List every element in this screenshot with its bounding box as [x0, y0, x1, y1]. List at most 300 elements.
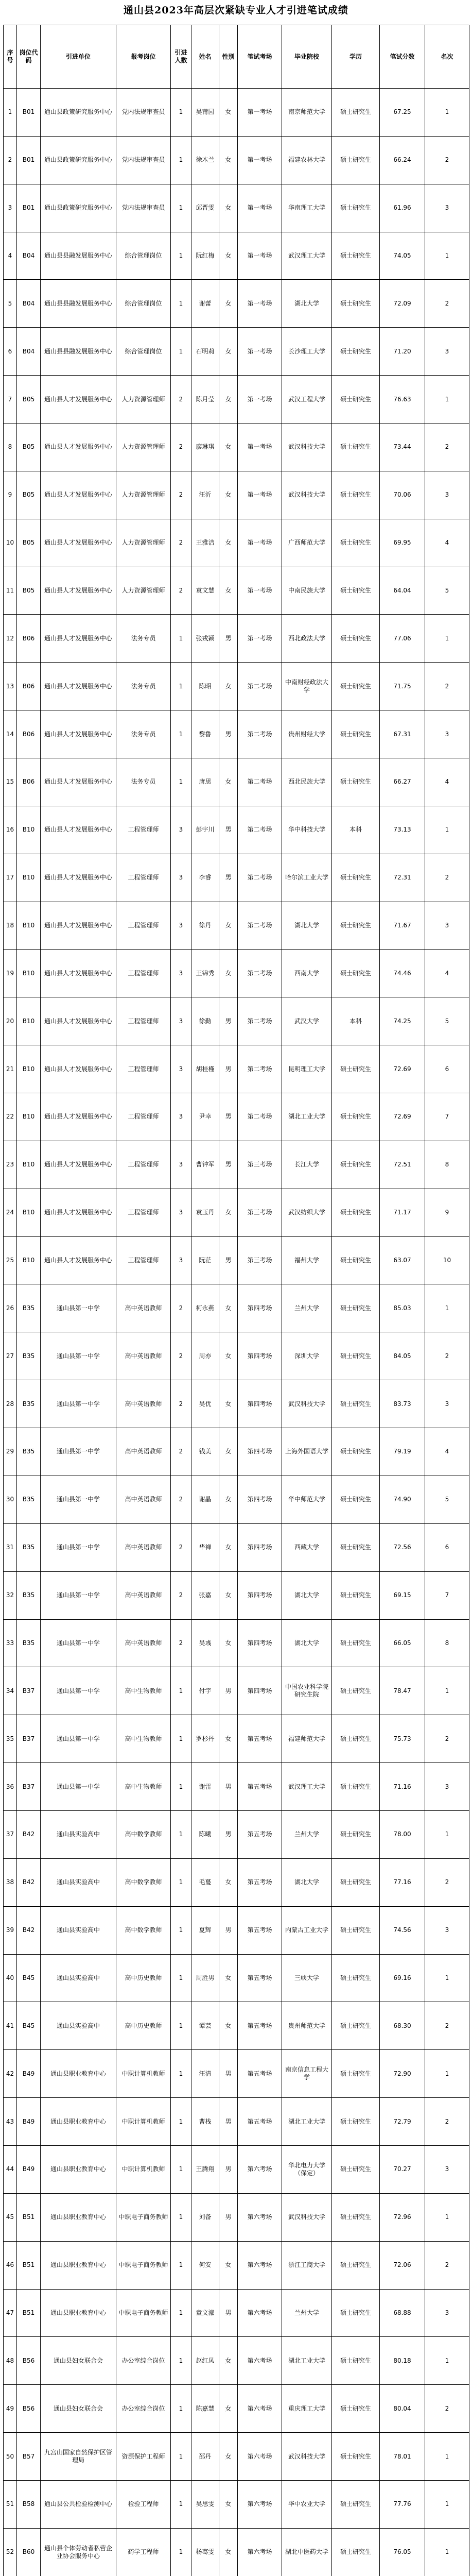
- cell-unit: 通山县人才发展服务中心: [41, 615, 116, 663]
- cell-rank: 9: [425, 1189, 469, 1236]
- cell-school: 哈尔滨工业大学: [282, 854, 332, 902]
- cell-rank: 2: [425, 136, 469, 184]
- cell-name: 尹幸: [191, 1093, 219, 1141]
- table-row: [4, 1667, 469, 1715]
- cell-edu: 硕士研究生: [332, 2145, 380, 2193]
- cell-rank: 2: [425, 663, 469, 710]
- cell-rank: 3: [425, 184, 469, 232]
- cell-sex: 女: [219, 89, 238, 137]
- cell-edu: 硕士研究生: [332, 663, 380, 710]
- cell-edu: 硕士研究生: [332, 136, 380, 184]
- cell-code: B56: [17, 2385, 41, 2433]
- cell-school: 兰州大学: [282, 1810, 332, 1858]
- cell-school: 湖北大学: [282, 280, 332, 328]
- cell-sex: 女: [219, 423, 238, 471]
- cell-room: 第四考场: [238, 1380, 282, 1428]
- cell-rank: 1: [425, 2193, 469, 2241]
- cell-school: 武汉科技大学: [282, 471, 332, 519]
- table-row: [4, 950, 469, 997]
- table-row: [4, 2289, 469, 2337]
- table-row: [4, 2337, 469, 2385]
- cell-room: 第三考场: [238, 1189, 282, 1236]
- cell-unit: 通山县第一中学: [41, 1763, 116, 1811]
- cell-school: 武汉理工大学: [282, 232, 332, 280]
- cell-code: B01: [17, 89, 41, 137]
- cell-edu: 硕士研究生: [332, 1715, 380, 1763]
- cell-score: 72.56: [380, 1523, 425, 1571]
- cell-school: 华中师范大学: [282, 1476, 332, 1523]
- cell-name: 谭芸: [191, 2002, 219, 2050]
- cell-name: 阮红梅: [191, 232, 219, 280]
- cell-post: 高中生物教师: [116, 1715, 171, 1763]
- cell-edu: 硕士研究生: [332, 758, 380, 806]
- cell-rank: 4: [425, 758, 469, 806]
- cell-score: 71.75: [380, 663, 425, 710]
- header-rank: 名次: [425, 25, 469, 89]
- cell-name: 杨骞雯: [191, 2528, 219, 2576]
- cell-sex: 女: [219, 232, 238, 280]
- table-row: [4, 2145, 469, 2193]
- cell-seq: 30: [4, 1476, 17, 1523]
- cell-post: 工程管理师: [116, 854, 171, 902]
- cell-code: B10: [17, 950, 41, 997]
- cell-seq: 42: [4, 2050, 17, 2098]
- cell-seq: 49: [4, 2385, 17, 2433]
- cell-room: 第六考场: [238, 2480, 282, 2528]
- cell-unit: 通山县第一中学: [41, 1715, 116, 1763]
- cell-name: 毛蔓: [191, 1858, 219, 1906]
- table-row: [4, 328, 469, 376]
- cell-unit: 通山县职业教育中心: [41, 2241, 116, 2289]
- cell-room: 第五考场: [238, 1715, 282, 1763]
- cell-sex: 女: [219, 1954, 238, 2002]
- cell-rank: 3: [425, 1763, 469, 1811]
- cell-post: 人力资源管理师: [116, 519, 171, 567]
- cell-room: 第二考场: [238, 997, 282, 1045]
- cell-unit: 通山县职业教育中心: [41, 2098, 116, 2146]
- cell-num: 2: [171, 1571, 191, 1619]
- cell-edu: 硕士研究生: [332, 1093, 380, 1141]
- cell-post: 法务专员: [116, 758, 171, 806]
- cell-code: B56: [17, 2337, 41, 2385]
- cell-rank: 1: [425, 2528, 469, 2576]
- cell-sex: 女: [219, 1380, 238, 1428]
- cell-num: 1: [171, 2289, 191, 2337]
- cell-room: 第一考场: [238, 615, 282, 663]
- cell-sex: 男: [219, 2193, 238, 2241]
- cell-school: 武汉科技大学: [282, 2433, 332, 2481]
- cell-rank: 4: [425, 950, 469, 997]
- cell-school: 福建农林大学: [282, 136, 332, 184]
- cell-unit: 通山县第一中学: [41, 1380, 116, 1428]
- cell-score: 73.13: [380, 806, 425, 854]
- cell-num: 1: [171, 280, 191, 328]
- cell-seq: 26: [4, 1284, 17, 1332]
- cell-num: 1: [171, 710, 191, 758]
- cell-sex: 女: [219, 950, 238, 997]
- cell-unit: 通山县妇女联合会: [41, 2385, 116, 2433]
- table-body: [4, 89, 469, 2576]
- table-row: [4, 1093, 469, 1141]
- table-row: [4, 806, 469, 854]
- cell-seq: 39: [4, 1906, 17, 1954]
- cell-num: 1: [171, 2433, 191, 2481]
- cell-seq: 8: [4, 423, 17, 471]
- table-row: [4, 1858, 469, 1906]
- cell-score: 79.19: [380, 1428, 425, 1476]
- table-row: [4, 997, 469, 1045]
- cell-school: 湖北工业大学: [282, 2098, 332, 2146]
- cell-name: 徐勤: [191, 997, 219, 1045]
- cell-room: 第五考场: [238, 2002, 282, 2050]
- cell-rank: 5: [425, 997, 469, 1045]
- cell-edu: 硕士研究生: [332, 280, 380, 328]
- cell-school: 湖北工业大学: [282, 1093, 332, 1141]
- cell-unit: 通山县第一中学: [41, 1284, 116, 1332]
- cell-name: 付宇: [191, 1667, 219, 1715]
- cell-num: 1: [171, 2385, 191, 2433]
- cell-rank: 3: [425, 2145, 469, 2193]
- cell-sex: 女: [219, 663, 238, 710]
- cell-name: 何安: [191, 2241, 219, 2289]
- cell-room: 第二考场: [238, 950, 282, 997]
- cell-code: B06: [17, 758, 41, 806]
- cell-num: 1: [171, 2193, 191, 2241]
- table-row: [4, 2480, 469, 2528]
- cell-post: 中职电子商务教师: [116, 2241, 171, 2289]
- cell-room: 第六考场: [238, 2433, 282, 2481]
- cell-rank: 1: [425, 2337, 469, 2385]
- cell-code: B35: [17, 1284, 41, 1332]
- table-row: [4, 1476, 469, 1523]
- cell-code: B49: [17, 2098, 41, 2146]
- cell-room: 第二考场: [238, 758, 282, 806]
- cell-post: 高中生物教师: [116, 1763, 171, 1811]
- cell-edu: 硕士研究生: [332, 471, 380, 519]
- cell-edu: 硕士研究生: [332, 1810, 380, 1858]
- cell-rank: 2: [425, 1715, 469, 1763]
- cell-post: 高中英语教师: [116, 1523, 171, 1571]
- cell-room: 第四考场: [238, 1332, 282, 1380]
- header-name: 姓名: [191, 25, 219, 89]
- cell-seq: 10: [4, 519, 17, 567]
- cell-seq: 18: [4, 902, 17, 950]
- cell-room: 第一考场: [238, 280, 282, 328]
- cell-seq: 45: [4, 2193, 17, 2241]
- cell-school: 湖北大学: [282, 1619, 332, 1667]
- cell-num: 1: [171, 184, 191, 232]
- cell-post: 中职计算机教师: [116, 2145, 171, 2193]
- cell-room: 第四考场: [238, 1667, 282, 1715]
- cell-name: 徐丹: [191, 902, 219, 950]
- cell-room: 第三考场: [238, 1236, 282, 1284]
- cell-school: 福建师范大学: [282, 1715, 332, 1763]
- cell-seq: 35: [4, 1715, 17, 1763]
- cell-code: B45: [17, 2002, 41, 2050]
- cell-code: B42: [17, 1810, 41, 1858]
- cell-unit: 通山县实验高中: [41, 1858, 116, 1906]
- cell-name: 钱美: [191, 1428, 219, 1476]
- cell-rank: 3: [425, 1906, 469, 1954]
- cell-edu: 硕士研究生: [332, 1189, 380, 1236]
- cell-edu: 硕士研究生: [332, 1045, 380, 1093]
- cell-code: B10: [17, 1189, 41, 1236]
- cell-room: 第二考场: [238, 806, 282, 854]
- cell-unit: 通山县政策研究服务中心: [41, 184, 116, 232]
- cell-seq: 22: [4, 1093, 17, 1141]
- cell-edu: 硕士研究生: [332, 710, 380, 758]
- cell-school: 武汉纺织大学: [282, 1189, 332, 1236]
- cell-sex: 男: [219, 1810, 238, 1858]
- cell-code: B42: [17, 1906, 41, 1954]
- cell-unit: 通山县人才发展服务中心: [41, 1045, 116, 1093]
- cell-name: 张嘉: [191, 1571, 219, 1619]
- cell-rank: 3: [425, 710, 469, 758]
- cell-sex: 男: [219, 1236, 238, 1284]
- cell-sex: 男: [219, 2098, 238, 2146]
- cell-post: 高中英语教师: [116, 1619, 171, 1667]
- cell-code: B49: [17, 2050, 41, 2098]
- cell-edu: 硕士研究生: [332, 1571, 380, 1619]
- cell-num: 2: [171, 567, 191, 615]
- cell-unit: 通山县职业教育中心: [41, 2193, 116, 2241]
- cell-school: 兰州大学: [282, 2289, 332, 2337]
- cell-name: 谢晶: [191, 1476, 219, 1523]
- cell-num: 3: [171, 1189, 191, 1236]
- cell-unit: 通山县人才发展服务中心: [41, 710, 116, 758]
- cell-num: 2: [171, 519, 191, 567]
- cell-school: 上海外国语大学: [282, 1428, 332, 1476]
- cell-rank: 1: [425, 2480, 469, 2528]
- cell-unit: 通山县人才发展服务中心: [41, 806, 116, 854]
- cell-unit: 通山县第一中学: [41, 1619, 116, 1667]
- cell-unit: 通山县人才发展服务中心: [41, 1236, 116, 1284]
- header-school: 毕业院校: [282, 25, 332, 89]
- cell-code: B35: [17, 1332, 41, 1380]
- cell-score: 84.05: [380, 1332, 425, 1380]
- cell-code: B58: [17, 2480, 41, 2528]
- cell-seq: 27: [4, 1332, 17, 1380]
- cell-score: 66.05: [380, 1619, 425, 1667]
- cell-rank: 8: [425, 1141, 469, 1189]
- cell-name: 袁玉丹: [191, 1189, 219, 1236]
- table-row: [4, 902, 469, 950]
- cell-unit: 通山县人才发展服务中心: [41, 758, 116, 806]
- cell-school: 西北民族大学: [282, 758, 332, 806]
- cell-school: 南京信息工程大学: [282, 2050, 332, 2098]
- cell-code: B05: [17, 567, 41, 615]
- cell-post: 人力资源管理师: [116, 423, 171, 471]
- cell-rank: 2: [425, 423, 469, 471]
- cell-edu: 硕士研究生: [332, 1619, 380, 1667]
- cell-code: B35: [17, 1476, 41, 1523]
- cell-unit: 通山县人才发展服务中心: [41, 997, 116, 1045]
- cell-post: 党内法规审查员: [116, 184, 171, 232]
- cell-seq: 25: [4, 1236, 17, 1284]
- cell-rank: 1: [425, 1954, 469, 2002]
- cell-name: 陈嘉慧: [191, 2385, 219, 2433]
- cell-post: 高中历史教师: [116, 2002, 171, 2050]
- cell-name: 王腾翔: [191, 2145, 219, 2193]
- cell-code: B51: [17, 2193, 41, 2241]
- cell-unit: 通山县人才发展服务中心: [41, 471, 116, 519]
- cell-num: 2: [171, 471, 191, 519]
- cell-room: 第一考场: [238, 471, 282, 519]
- cell-edu: 硕士研究生: [332, 2050, 380, 2098]
- cell-room: 第六考场: [238, 2289, 282, 2337]
- cell-code: B05: [17, 519, 41, 567]
- cell-score: 78.00: [380, 1810, 425, 1858]
- cell-seq: 52: [4, 2528, 17, 2576]
- cell-post: 工程管理师: [116, 1093, 171, 1141]
- cell-room: 第二考场: [238, 1045, 282, 1093]
- cell-school: 重庆理工大学: [282, 2385, 332, 2433]
- cell-unit: 通山县实验高中: [41, 2002, 116, 2050]
- cell-post: 高中数学教师: [116, 1906, 171, 1954]
- cell-code: B01: [17, 136, 41, 184]
- cell-score: 85.03: [380, 1284, 425, 1332]
- table-row: [4, 2433, 469, 2481]
- cell-name: 李睿: [191, 854, 219, 902]
- cell-room: 第五考场: [238, 2050, 282, 2098]
- cell-code: B57: [17, 2433, 41, 2481]
- cell-rank: 1: [425, 806, 469, 854]
- cell-score: 64.04: [380, 567, 425, 615]
- cell-code: B35: [17, 1380, 41, 1428]
- cell-unit: 通山县人才发展服务中心: [41, 902, 116, 950]
- cell-seq: 24: [4, 1189, 17, 1236]
- cell-score: 67.31: [380, 710, 425, 758]
- cell-edu: 硕士研究生: [332, 2385, 380, 2433]
- cell-post: 法务专员: [116, 710, 171, 758]
- cell-seq: 50: [4, 2433, 17, 2481]
- cell-room: 第五考场: [238, 1906, 282, 1954]
- cell-code: B05: [17, 376, 41, 423]
- cell-school: 湖北大学: [282, 902, 332, 950]
- cell-score: 71.67: [380, 902, 425, 950]
- cell-room: 第三考场: [238, 1141, 282, 1189]
- cell-code: B10: [17, 1141, 41, 1189]
- cell-code: B05: [17, 471, 41, 519]
- cell-sex: 女: [219, 1523, 238, 1571]
- cell-unit: 通山县第一中学: [41, 1667, 116, 1715]
- cell-school: 华中农业大学: [282, 2480, 332, 2528]
- cell-sex: 女: [219, 2337, 238, 2385]
- cell-rank: 6: [425, 1045, 469, 1093]
- cell-edu: 硕士研究生: [332, 2433, 380, 2481]
- cell-score: 67.25: [380, 89, 425, 137]
- cell-sex: 男: [219, 997, 238, 1045]
- cell-num: 3: [171, 1236, 191, 1284]
- cell-seq: 48: [4, 2337, 17, 2385]
- table-row: [4, 280, 469, 328]
- cell-code: B35: [17, 1619, 41, 1667]
- results-table: [3, 25, 469, 2576]
- cell-school: 兰州大学: [282, 1284, 332, 1332]
- table-row: [4, 854, 469, 902]
- cell-score: 72.69: [380, 1093, 425, 1141]
- cell-seq: 12: [4, 615, 17, 663]
- cell-school: 贵州师范大学: [282, 2002, 332, 2050]
- cell-school: 华中科技大学: [282, 806, 332, 854]
- cell-score: 78.01: [380, 2433, 425, 2481]
- cell-edu: 本科: [332, 997, 380, 1045]
- cell-unit: 通山县人才发展服务中心: [41, 950, 116, 997]
- cell-post: 人力资源管理师: [116, 567, 171, 615]
- cell-post: 检验工程师: [116, 2480, 171, 2528]
- cell-seq: 28: [4, 1380, 17, 1428]
- cell-post: 工程管理师: [116, 1045, 171, 1093]
- header-room: 笔试考场: [238, 25, 282, 89]
- cell-post: 人力资源管理师: [116, 376, 171, 423]
- cell-seq: 1: [4, 89, 17, 137]
- cell-rank: 1: [425, 2433, 469, 2481]
- cell-sex: 男: [219, 2289, 238, 2337]
- cell-post: 中职计算机教师: [116, 2098, 171, 2146]
- cell-unit: 通山县职业教育中心: [41, 2050, 116, 2098]
- table-row: [4, 2528, 469, 2576]
- cell-score: 74.25: [380, 997, 425, 1045]
- cell-code: B10: [17, 1045, 41, 1093]
- cell-rank: 1: [425, 1667, 469, 1715]
- cell-seq: 46: [4, 2241, 17, 2289]
- cell-post: 办公室综合岗位: [116, 2337, 171, 2385]
- table-row: [4, 471, 469, 519]
- cell-school: 武汉大学: [282, 997, 332, 1045]
- cell-unit: 通山县实验高中: [41, 1906, 116, 1954]
- cell-rank: 2: [425, 280, 469, 328]
- cell-code: B35: [17, 1428, 41, 1476]
- cell-code: B60: [17, 2528, 41, 2576]
- cell-sex: 男: [219, 2050, 238, 2098]
- cell-num: 1: [171, 758, 191, 806]
- cell-unit: 通山县公共检验检测中心: [41, 2480, 116, 2528]
- cell-post: 资源保护工程师: [116, 2433, 171, 2481]
- cell-rank: 5: [425, 1476, 469, 1523]
- cell-unit: 通山县人才发展服务中心: [41, 567, 116, 615]
- cell-unit: 通山县第一中学: [41, 1428, 116, 1476]
- cell-school: 中南民族大学: [282, 567, 332, 615]
- cell-num: 1: [171, 89, 191, 137]
- cell-edu: 硕士研究生: [332, 232, 380, 280]
- cell-room: 第一考场: [238, 519, 282, 567]
- cell-rank: 6: [425, 1523, 469, 1571]
- cell-room: 第一考场: [238, 423, 282, 471]
- cell-seq: 2: [4, 136, 17, 184]
- cell-school: 深圳大学: [282, 1332, 332, 1380]
- cell-code: B04: [17, 232, 41, 280]
- cell-sex: 男: [219, 615, 238, 663]
- cell-post: 工程管理师: [116, 997, 171, 1045]
- table-row: [4, 519, 469, 567]
- cell-rank: 1: [425, 89, 469, 137]
- cell-sex: 女: [219, 902, 238, 950]
- cell-post: 综合管理岗位: [116, 280, 171, 328]
- cell-name: 赵红凤: [191, 2337, 219, 2385]
- cell-sex: 女: [219, 1715, 238, 1763]
- table-row: [4, 2002, 469, 2050]
- cell-unit: 通山县人才发展服务中心: [41, 1141, 116, 1189]
- cell-room: 第四考场: [238, 1571, 282, 1619]
- cell-code: B10: [17, 997, 41, 1045]
- cell-seq: 23: [4, 1141, 17, 1189]
- cell-seq: 9: [4, 471, 17, 519]
- cell-code: B35: [17, 1523, 41, 1571]
- cell-sex: 女: [219, 2385, 238, 2433]
- cell-unit: 通山县人才发展服务中心: [41, 519, 116, 567]
- cell-rank: 2: [425, 1858, 469, 1906]
- cell-school: 华南理工大学: [282, 184, 332, 232]
